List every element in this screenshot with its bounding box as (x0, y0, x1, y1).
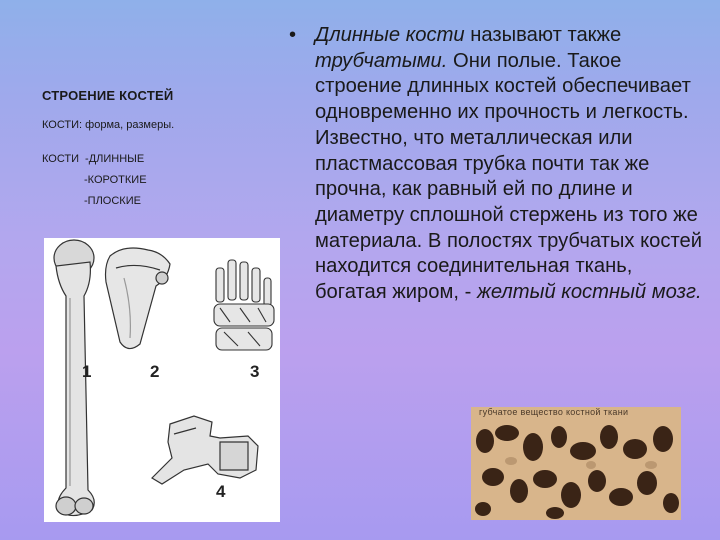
text-segment-2: Они полые. Такое строение длинных костей обеспечивает одновременно их прочность и легкость. Известно, что металлическая или пластмассовая трубка почти так же прочна, как равный ей по длине и диаметру сплошной стержень из того же материала. В полостях трубчатых костей находится соединительная ткань, богатая жиром, - (315, 49, 702, 304)
slide-title: СТРОЕНИЕ КОСТЕЙ (42, 88, 174, 103)
bone-type-long: -ДЛИННЫЕ (85, 153, 145, 165)
spongy-bone-texture (471, 407, 681, 520)
bone-types-list (42, 149, 282, 212)
photo-caption: губчатое вещество костной ткани (479, 407, 629, 417)
vertebra-drawing (152, 416, 258, 484)
short-bones-drawing (214, 260, 274, 350)
bone-type-short: -КОРОТКИЕ (84, 174, 147, 186)
term-yellow-marrow: желтый костный мозг. (476, 281, 702, 304)
figure-label-4: 4 (216, 482, 226, 501)
main-text (287, 23, 707, 306)
text-segment-1: называют также (464, 24, 622, 46)
term-long-bones: Длинные кости (315, 24, 465, 46)
bone-type-row (42, 149, 282, 170)
types-prefix: КОСТИ (42, 153, 80, 165)
figure-label-2: 2 (150, 362, 160, 381)
spongy-bone-photo (471, 407, 681, 520)
bones-illustration (44, 238, 280, 522)
bullet-paragraph (287, 23, 707, 306)
bone-type-flat: -ПЛОСКИЕ (84, 195, 141, 207)
term-tubular: трубчатыми. (315, 49, 448, 72)
figure-label-3: 3 (250, 362, 260, 381)
figure-label-1: 1 (82, 362, 92, 381)
left-column (42, 88, 282, 212)
bones-drawing (44, 238, 280, 522)
subtitle: КОСТИ: форма, размеры. (42, 119, 175, 131)
flat-bone-drawing (106, 248, 171, 349)
